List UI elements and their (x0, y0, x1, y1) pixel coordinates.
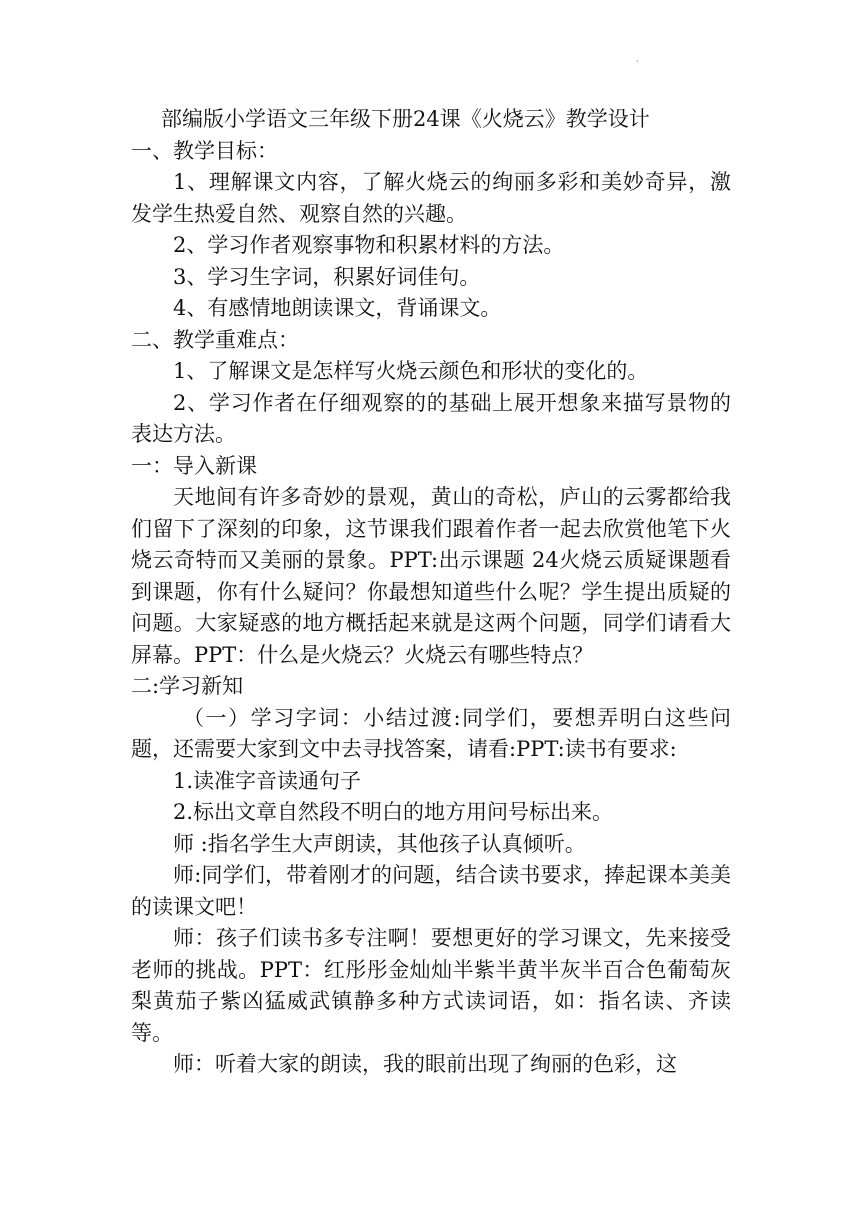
teacher-paragraph: 师 :指名学生大声朗读，其他孩子认真倾听。 (173, 831, 586, 856)
section-heading-introduction: 一：导入新课 (131, 453, 257, 478)
teacher-paragraph: 师：听着大家的朗读，我的眼前出现了绚丽的色彩，这 (173, 1052, 677, 1076)
section-heading-key-points: 二、教学重难点： (131, 327, 299, 352)
document-body (131, 104, 731, 1081)
reading-step: 2.标出文章自然段不明白的地方用问号标出来。 (173, 800, 614, 824)
key-point-item: 1、了解课文是怎样写火烧云颜色和形状的变化的。 (173, 359, 649, 383)
page-mark: · (636, 57, 639, 66)
objective-item: 4、有感情地朗读课文，背诵课文。 (173, 296, 502, 320)
objective-item: 3、学习生字词，积累好词佳句。 (173, 264, 481, 289)
section-heading-new-knowledge: 二:学习新知 (131, 674, 244, 698)
objective-item: 1、理解课文内容，了解火烧云的绚丽多彩和美妙奇异，激发学生热爱自然、观察自然的兴趣。 (131, 170, 731, 226)
key-point-item: 2、学习作者在仔细观察的的基础上展开想象来描写景物的表达方法。 (131, 390, 731, 446)
teacher-paragraph: 师:同学们，带着刚才的问题，结合读书要求，捧起课本美美的读课文吧！ (131, 863, 731, 919)
teacher-paragraph: 师：孩子们读书多专注啊！要想更好的学习课文，先来接受老师的挑战。PPT：红彤彤金灿灿半紫半黄半灰半百合色葡萄灰梨黄茄子紫凶猛威武镇静多种方式读词语，如：指名读、齐读等。 (131, 926, 731, 1045)
introduction-paragraph: 天地间有许多奇妙的景观，黄山的奇松，庐山的云雾都给我们留下了深刻的印象，这节课我们跟着作者一起去欣赏他笔下火烧云奇特而又美丽的景象。PPT:出示课题 24火烧云质疑课题看到课题，你有什么疑问？你最想知道些什么呢？学生提出质疑的问题。大家疑惑的地方概括起来就是这两个问题，同学们请看大屏幕。PPT：什么是火烧云？火烧云有哪些特点？ (131, 485, 731, 667)
section-heading-objectives: 一、教学目标： (131, 138, 278, 163)
document-title: 部编版小学语文三年级下册24课《火烧云》教学设计 (161, 107, 650, 131)
reading-step: 1.读准字音读通句子 (173, 768, 362, 793)
vocabulary-paragraph: （一）学习字词：小结过渡:同学们，要想弄明白这些问题，还需要大家到文中去寻找答案，请看:PPT:读书有要求: (131, 705, 731, 761)
objective-item: 2、学习作者观察事物和积累材料的方法。 (173, 233, 565, 257)
